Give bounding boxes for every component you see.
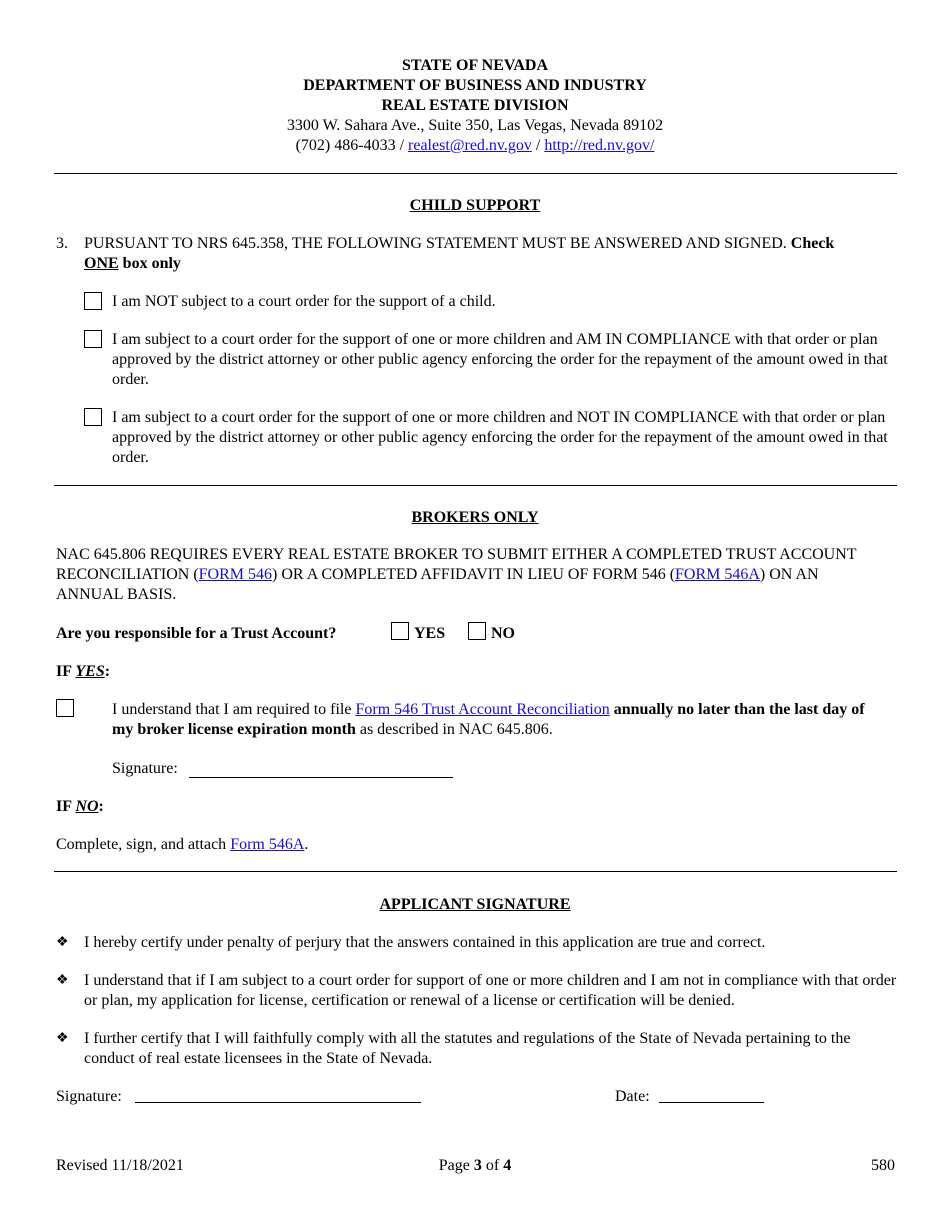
nac-text-1: NAC 645.806 REQUIRES EVERY REAL ESTATE BROKER TO SUBMIT EITHER A COMPLETED TRUST ACCOUNT RECONCILIATION ( [56,546,857,583]
form-546-link[interactable]: FORM 546 [198,566,273,583]
page-of: of [485,1157,500,1174]
intro-text: PURSUANT TO NRS 645.358, THE FOLLOWING STATEMENT MUST BE ANSWERED AND SIGNED. [84,235,787,252]
header-department: DEPARTMENT OF BUSINESS AND INDUSTRY [303,77,647,94]
option-not-in-compliance: I am subject to a court order for the support of one or more children and NOT IN COMPLIANCE with that order or plan approved by the district attorney or other public agency enforcing the order for the repayment of the amount owed in that order. [112,409,888,466]
checkbox-in-compliance[interactable] [84,330,102,348]
check-one: ONE [84,255,119,272]
colon: : [104,663,111,680]
checkbox-not-in-compliance[interactable] [84,408,102,426]
option-in-compliance: I am subject to a court order for the support of one or more children and AM IN COMPLIANCE with that order or plan approved by the district attorney or other public agency enforcing the order for the repayment of the amount owed in that order. [112,331,888,388]
complete-statement [56,835,308,855]
divider [54,173,897,174]
page-current: 3 [473,1157,482,1174]
applicant-signature-line[interactable] [135,1102,421,1103]
form-546-reconciliation-link[interactable]: Form 546 Trust Account Reconciliation [355,701,610,718]
option-not-subject: I am NOT subject to a court order for the support of a child. [112,293,496,310]
header-website-link[interactable]: http://red.nv.gov/ [544,137,655,154]
page-prefix: Page [438,1157,470,1174]
section-title-child-support: CHILD SUPPORT [409,197,541,214]
understand-suffix: as described in NAC 645.806. [359,721,553,738]
understand-bold: annually no later than the last day of my broker license expiration month [112,701,865,738]
header-state: STATE OF NEVADA [401,57,549,74]
trust-no-label: NO [491,625,515,642]
checkbox-trust-no[interactable] [468,622,486,640]
if-label: IF [56,663,72,680]
form-546a-link[interactable]: FORM 546A [675,566,760,583]
nac-text-3: ) ON AN ANNUAL BASIS. [56,566,819,603]
certify-statement-2: I understand that if I am subject to a court order for support of one or more children and I am not in compliance with that order or plan, my application for license, certification or renewal of a license or certification will be denied. [84,972,897,1009]
question-number: 3. [56,235,68,252]
if-yes-word: YES [75,663,105,680]
complete-suffix: . [304,836,309,853]
header-separator: / [399,137,405,154]
check-prefix: Check [790,235,835,252]
nac-text-2: ) OR A COMPLETED AFFIDAVIT IN LIEU OF FORM 546 ( [272,566,676,583]
trust-account-question: Are you responsible for a Trust Account? [56,625,337,642]
section-title-applicant: APPLICANT SIGNATURE [379,896,571,913]
page-number [0,1156,950,1176]
complete-prefix: Complete, sign, and attach [56,836,227,853]
checkbox-not-subject[interactable] [84,292,102,310]
understand-prefix: I understand that I am required to file [112,701,352,718]
header-phone: (702) 486-4033 [295,137,396,154]
understand-statement [112,700,887,740]
applicant-signature-label: Signature: [56,1088,122,1105]
header-division: REAL ESTATE DIVISION [381,97,569,114]
date-label: Date: [615,1088,650,1105]
if-no-heading [56,797,104,817]
nac-statement [56,545,871,605]
if-no-word: NO [75,798,99,815]
broker-signature-label: Signature: [112,760,178,777]
bullet-icon: ❖ [56,973,69,988]
page-total: 4 [503,1157,512,1174]
date-line[interactable] [659,1102,764,1103]
broker-signature-line[interactable] [189,777,453,778]
check-suffix: box only [122,255,181,272]
child-support-intro [84,234,899,274]
certify-statement-1: I hereby certify under penalty of perjury that the answers contained in this application are true and correct. [84,934,766,951]
bullet-icon: ❖ [56,1031,69,1046]
header-address: 3300 W. Sahara Ave., Suite 350, Las Vegas, Nevada 89102 [286,117,664,134]
trust-yes-label: YES [414,625,446,642]
if-yes-heading [56,662,110,682]
if-label: IF [56,798,72,815]
checkbox-trust-yes[interactable] [391,622,409,640]
colon: : [98,798,104,815]
divider [54,485,897,486]
header-separator: / [535,137,541,154]
header-email-link[interactable]: realest@red.nv.gov [408,137,532,154]
revised-date: Revised 11/18/2021 [56,1157,184,1174]
bullet-icon: ❖ [56,935,69,950]
divider [54,871,897,872]
form-546a-attach-link[interactable]: Form 546A [230,836,305,853]
checkbox-understand-546[interactable] [56,699,74,717]
header-contact [0,136,950,156]
certify-statement-3: I further certify that I will faithfully comply with all the statutes and regulations of the State of Nevada pertaining to the conduct of real estate licensees in the State of Nevada. [84,1030,851,1067]
section-title-brokers: BROKERS ONLY [411,509,539,526]
form-number: 580 [871,1157,895,1174]
